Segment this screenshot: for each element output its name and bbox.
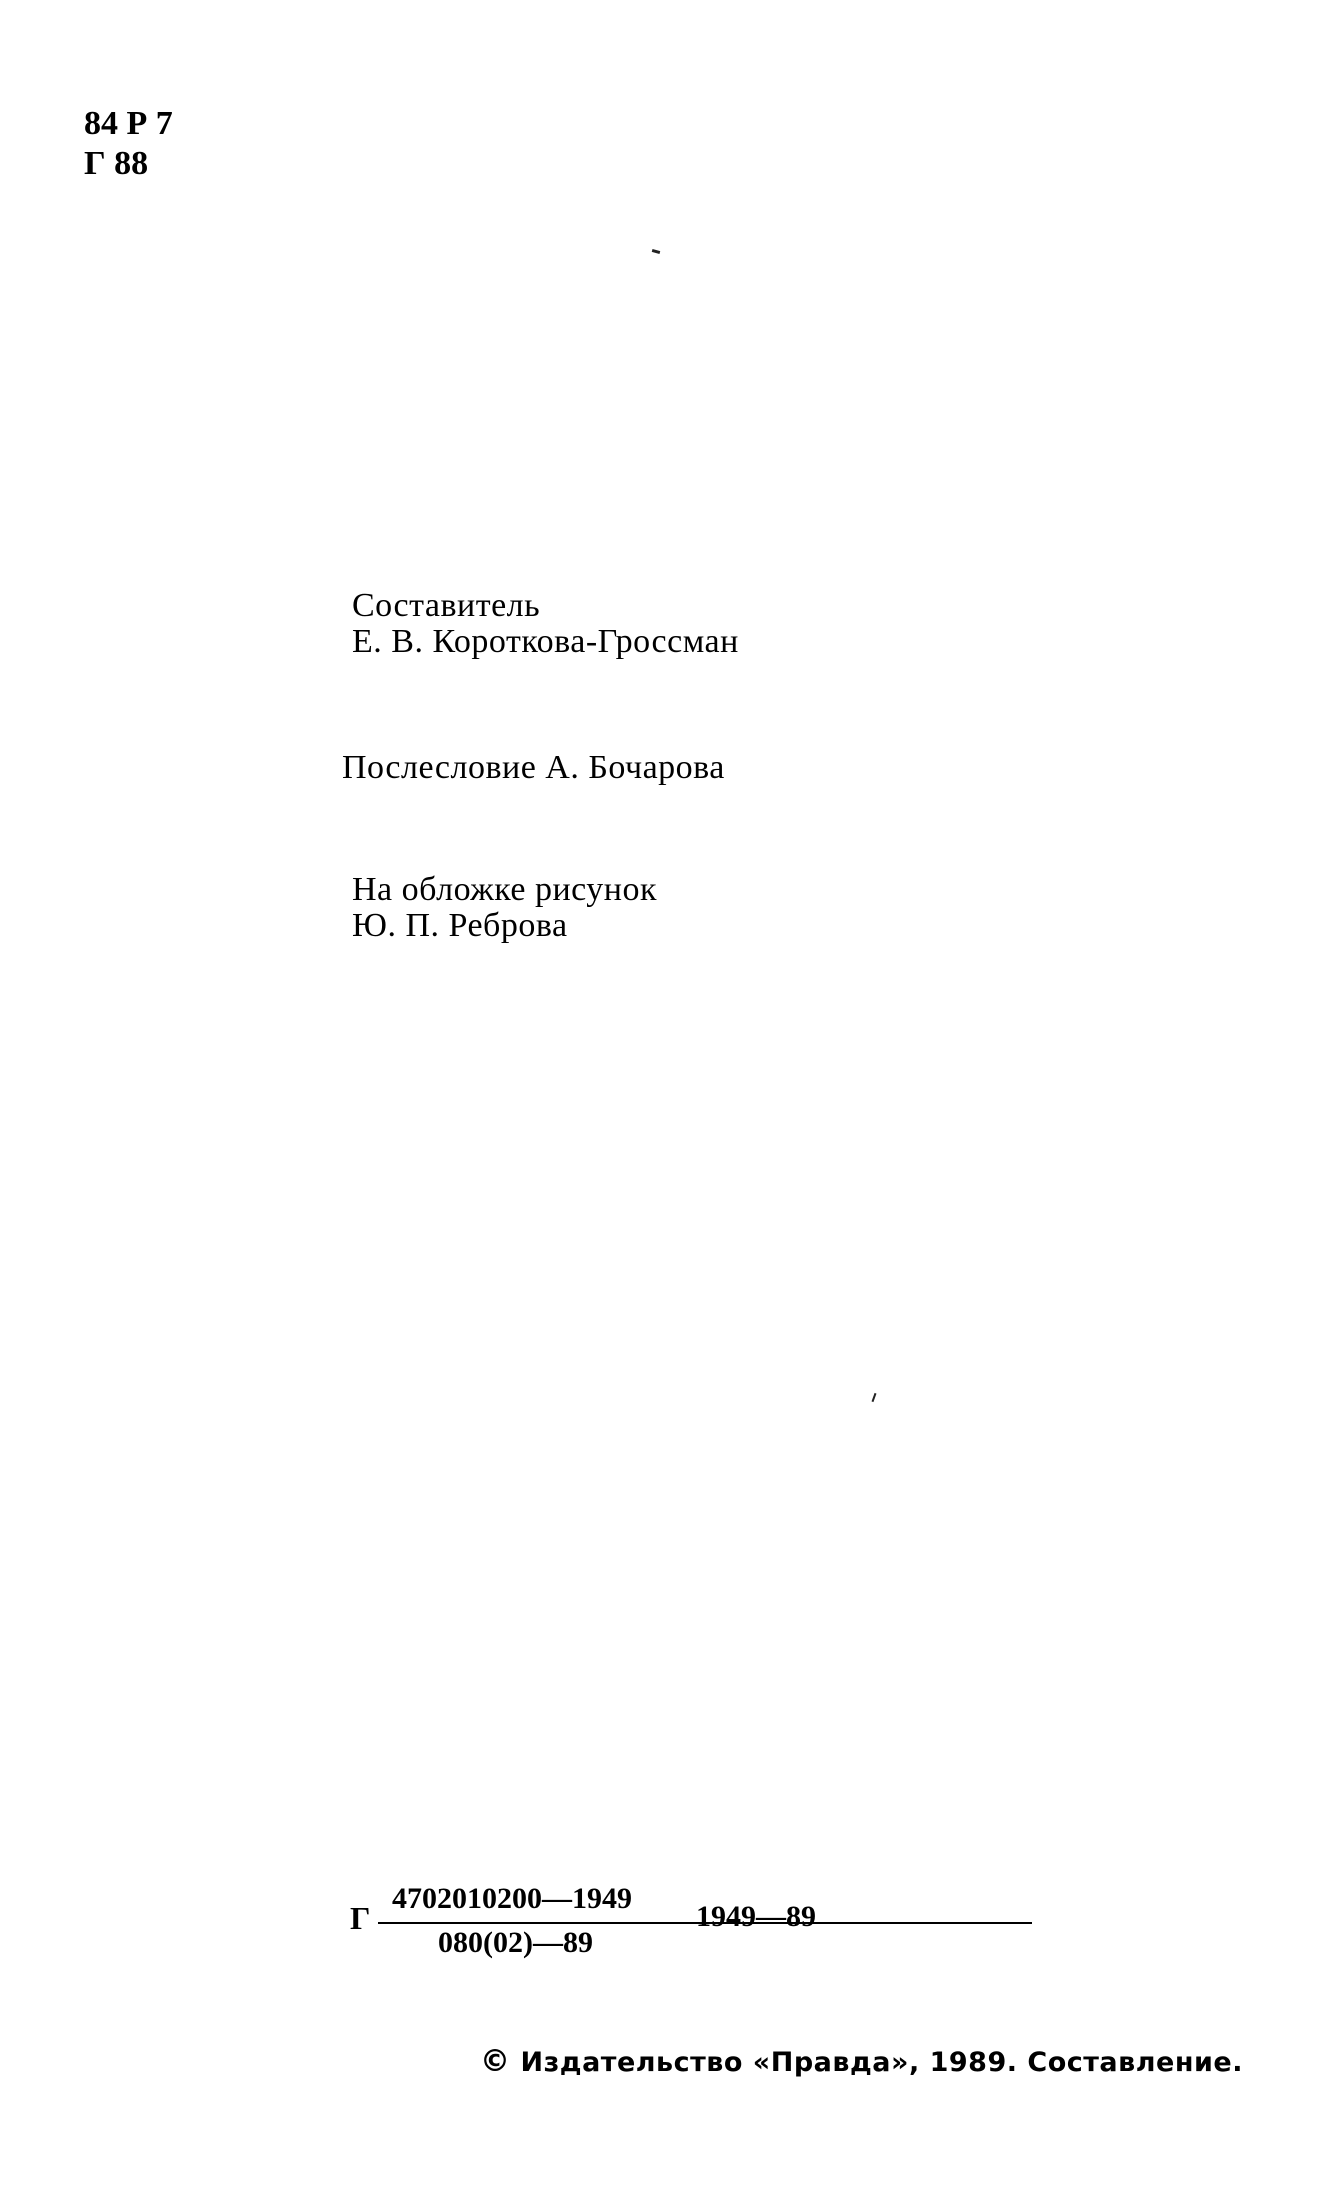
catalog-code-letter: Г [350, 1900, 371, 1936]
catalog-code-numerator: 4702010200—1949 [392, 1882, 632, 1915]
bbk-index-line-2: Г 88 [84, 145, 149, 182]
copyright-line [480, 2044, 1243, 2079]
compiler-credit [352, 588, 739, 660]
catalog-code-denominator: 080(02)—89 [438, 1926, 593, 1959]
afterword-text: Послесловие А. Бочарова [342, 749, 725, 786]
bbk-index-line-1: 84 Р 7 [84, 105, 173, 142]
cover-artist: Ю. П. Реброва [352, 907, 568, 944]
compiler-label: Составитель [352, 587, 541, 624]
copyright-icon: © [480, 2044, 511, 2079]
bbk-index [84, 104, 173, 184]
afterword-credit [342, 750, 725, 786]
catalog-code-year: 1949—89 [696, 1900, 816, 1933]
compiler-name: Е. В. Короткова-Гроссман [352, 623, 739, 660]
cover-label: На обложке рисунок [352, 871, 658, 908]
print-speck [652, 249, 661, 254]
cover-credit [352, 872, 657, 944]
catalog-code [350, 1882, 850, 1962]
print-speck [872, 1393, 877, 1402]
copyright-text: Издательство «Правда», 1989. Составление. [520, 2047, 1243, 2078]
